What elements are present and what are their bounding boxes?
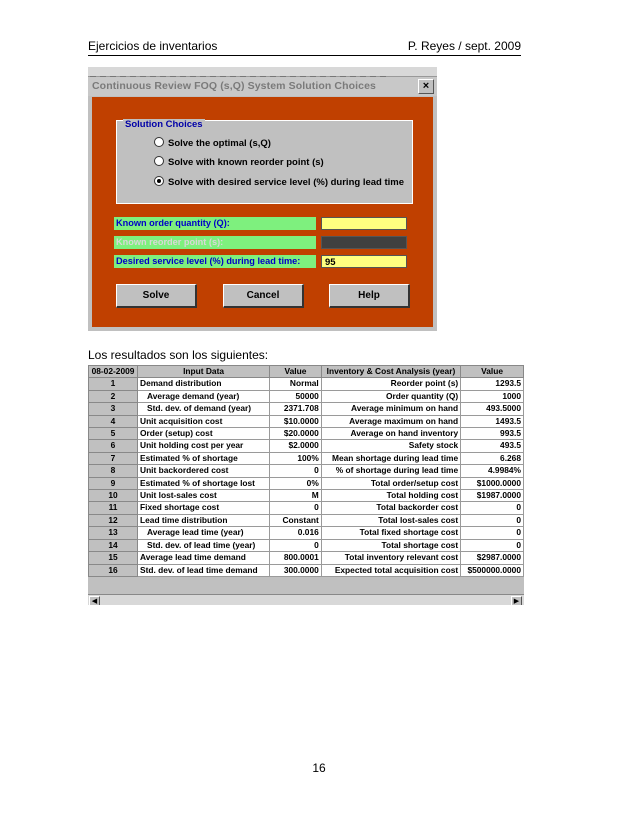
table-row — [89, 378, 524, 390]
order-quantity-label: Known order quantity (Q): — [114, 217, 316, 230]
input-label[interactable]: Demand distribution — [138, 378, 270, 390]
results-table — [88, 365, 524, 577]
analysis-label[interactable]: Total lost-sales cost — [321, 514, 460, 526]
analysis-label[interactable]: Total fixed shortage cost — [321, 527, 460, 539]
input-value[interactable]: 800.0001 — [270, 552, 322, 564]
input-label[interactable]: Average lead time (year) — [138, 527, 270, 539]
input-label[interactable]: Std. dev. of lead time demand — [138, 564, 270, 576]
row-number[interactable]: 11 — [89, 502, 138, 514]
row-number[interactable]: 12 — [89, 514, 138, 526]
header-left: Ejercicios de inventarios — [88, 39, 218, 53]
row-number[interactable]: 8 — [89, 465, 138, 477]
input-value[interactable]: Normal — [270, 378, 322, 390]
option-solve-optimal[interactable]: Solve the optimal (s,Q) — [154, 137, 271, 149]
row-number[interactable]: 5 — [89, 428, 138, 440]
table-row — [89, 415, 524, 427]
option-known-reorder[interactable]: Solve with known reorder point (s) — [154, 156, 324, 168]
page-number: 16 — [312, 761, 326, 775]
input-value[interactable]: $10.0000 — [270, 415, 322, 427]
analysis-label[interactable]: Expected total acquisition cost — [321, 564, 460, 576]
analysis-label[interactable]: Total holding cost — [321, 490, 460, 502]
row-number[interactable]: 16 — [89, 564, 138, 576]
scroll-left-icon[interactable]: ◀ — [89, 596, 100, 605]
input-label[interactable]: Average demand (year) — [138, 390, 270, 402]
input-label[interactable]: Estimated % of shortage — [138, 452, 270, 464]
close-button[interactable]: × — [418, 79, 434, 94]
analysis-label[interactable]: Order quantity (Q) — [321, 390, 460, 402]
analysis-value[interactable]: 0 — [461, 539, 524, 551]
analysis-value[interactable]: 993.5 — [461, 428, 524, 440]
header-row — [89, 366, 524, 378]
analysis-value[interactable]: $1987.0000 — [461, 490, 524, 502]
row-number[interactable]: 6 — [89, 440, 138, 452]
input-label[interactable]: Lead time distribution — [138, 514, 270, 526]
table-row — [89, 564, 524, 576]
scroll-right-icon[interactable]: ▶ — [511, 596, 522, 605]
analysis-label[interactable]: Average on hand inventory — [321, 428, 460, 440]
column-header[interactable]: Value — [461, 366, 524, 378]
row-number[interactable]: 15 — [89, 552, 138, 564]
reorder-point-label: Known reorder point (s): — [114, 236, 316, 249]
input-label[interactable]: Unit lost-sales cost — [138, 490, 270, 502]
service-level-input[interactable]: 95 — [321, 255, 407, 268]
row-number[interactable]: 14 — [89, 539, 138, 551]
row-number[interactable]: 10 — [89, 490, 138, 502]
order-quantity-input[interactable] — [321, 217, 407, 230]
radio-icon — [154, 156, 164, 166]
input-label[interactable]: Unit acquisition cost — [138, 415, 270, 427]
input-value[interactable]: $2.0000 — [270, 440, 322, 452]
table-row — [89, 465, 524, 477]
header-right: P. Reyes / sept. 2009 — [407, 39, 521, 53]
input-value[interactable]: 0% — [270, 477, 322, 489]
input-value[interactable]: $20.0000 — [270, 428, 322, 440]
analysis-value[interactable]: $2987.0000 — [461, 552, 524, 564]
input-label[interactable]: Std. dev. of lead time (year) — [138, 539, 270, 551]
analysis-value[interactable]: $500000.0000 — [461, 564, 524, 576]
dialog-title: Continuous Review FOQ (s,Q) System Solution Choices — [92, 80, 376, 92]
input-value[interactable]: M — [270, 490, 322, 502]
analysis-label[interactable]: Reorder point (s) — [321, 378, 460, 390]
table-row — [89, 552, 524, 564]
table-row — [89, 490, 524, 502]
input-value[interactable]: 0 — [270, 502, 322, 514]
column-header[interactable]: Inventory & Cost Analysis (year) — [321, 366, 460, 378]
page-header — [88, 38, 521, 56]
analysis-value[interactable]: 6.268 — [461, 452, 524, 464]
column-header[interactable]: Input Data — [138, 366, 270, 378]
input-label[interactable]: Unit backordered cost — [138, 465, 270, 477]
analysis-label[interactable]: Total inventory relevant cost — [321, 552, 460, 564]
input-label[interactable]: Estimated % of shortage lost — [138, 477, 270, 489]
input-value[interactable]: 2371.708 — [270, 403, 322, 415]
input-label[interactable]: Unit holding cost per year — [138, 440, 270, 452]
solution-choices-group — [116, 120, 413, 204]
row-number[interactable]: 1 — [89, 378, 138, 390]
row-number[interactable]: 13 — [89, 527, 138, 539]
table-row — [89, 390, 524, 402]
radio-icon — [154, 137, 164, 147]
column-header[interactable]: 08-02-2009 — [89, 366, 138, 378]
input-label[interactable]: Std. dev. of demand (year) — [138, 403, 270, 415]
analysis-label[interactable]: Total order/setup cost — [321, 477, 460, 489]
help-button[interactable]: Help — [329, 284, 410, 308]
analysis-label[interactable]: Safety stock — [321, 440, 460, 452]
analysis-value[interactable]: $1000.0000 — [461, 477, 524, 489]
option-service-level[interactable]: Solve with desired service level (%) during lead time — [154, 176, 404, 188]
row-number[interactable]: 2 — [89, 390, 138, 402]
table-row — [89, 403, 524, 415]
analysis-value[interactable]: 493.5000 — [461, 403, 524, 415]
results-spreadsheet — [88, 365, 524, 605]
table-row — [89, 539, 524, 551]
row-number[interactable]: 4 — [89, 415, 138, 427]
radio-selected-icon — [154, 176, 164, 186]
caption-text: Los resultados son los siguientes: — [88, 348, 269, 362]
analysis-value[interactable]: 1493.5 — [461, 415, 524, 427]
horizontal-scrollbar[interactable] — [88, 594, 524, 605]
table-row — [89, 502, 524, 514]
input-value[interactable]: 300.0000 — [270, 564, 322, 576]
group-label: Solution Choices — [125, 119, 203, 130]
dialog-client-area — [92, 97, 433, 327]
analysis-value[interactable]: 1293.5 — [461, 378, 524, 390]
table-row — [89, 477, 524, 489]
reorder-point-input — [321, 236, 407, 249]
table-row — [89, 452, 524, 464]
table-row — [89, 514, 524, 526]
analysis-value[interactable]: 0 — [461, 527, 524, 539]
analysis-label[interactable]: Total backorder cost — [321, 502, 460, 514]
dialog-titlebar — [88, 77, 437, 96]
input-label[interactable]: Fixed shortage cost — [138, 502, 270, 514]
table-row — [89, 440, 524, 452]
analysis-label[interactable]: % of shortage during lead time — [321, 465, 460, 477]
analysis-value[interactable]: 4.9984% — [461, 465, 524, 477]
row-number[interactable]: 9 — [89, 477, 138, 489]
input-value[interactable]: 100% — [270, 452, 322, 464]
analysis-value[interactable]: 0 — [461, 514, 524, 526]
service-level-label: Desired service level (%) during lead time: — [114, 255, 316, 268]
analysis-value[interactable]: 0 — [461, 502, 524, 514]
analysis-label[interactable]: Total shortage cost — [321, 539, 460, 551]
solve-button[interactable]: Solve — [116, 284, 197, 308]
cropped-toolbar — [88, 67, 437, 77]
row-number[interactable]: 7 — [89, 452, 138, 464]
input-label[interactable]: Order (setup) cost — [138, 428, 270, 440]
table-row — [89, 527, 524, 539]
input-value[interactable]: Constant — [270, 514, 322, 526]
column-header[interactable]: Value — [270, 366, 322, 378]
solution-choices-dialog — [88, 67, 437, 331]
analysis-value[interactable]: 493.5 — [461, 440, 524, 452]
table-row — [89, 428, 524, 440]
input-value[interactable]: 50000 — [270, 390, 322, 402]
cancel-button[interactable]: Cancel — [223, 284, 304, 308]
analysis-label[interactable]: Average minimum on hand — [321, 403, 460, 415]
input-value[interactable]: 0.016 — [270, 527, 322, 539]
analysis-label[interactable]: Mean shortage during lead time — [321, 452, 460, 464]
analysis-label[interactable]: Average maximum on hand — [321, 415, 460, 427]
input-value[interactable]: 0 — [270, 465, 322, 477]
row-number[interactable]: 3 — [89, 403, 138, 415]
input-label[interactable]: Average lead time demand — [138, 552, 270, 564]
analysis-value[interactable]: 1000 — [461, 390, 524, 402]
input-value[interactable]: 0 — [270, 539, 322, 551]
